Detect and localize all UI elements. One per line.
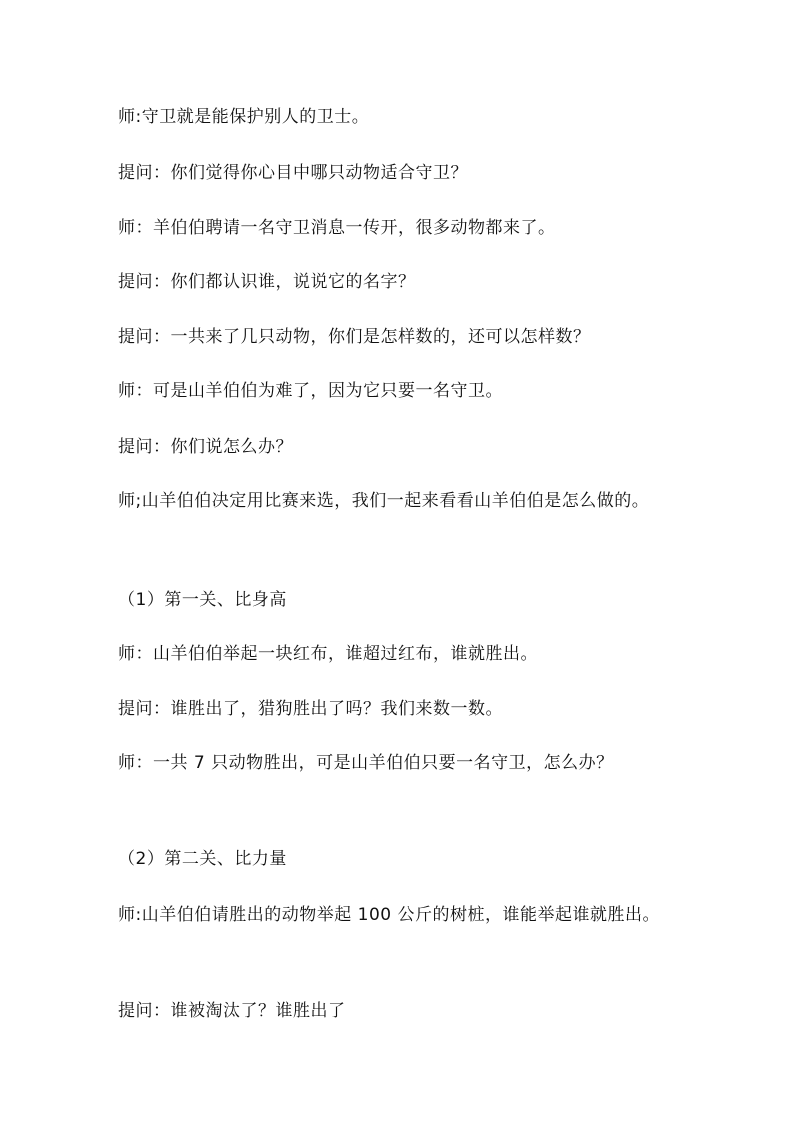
section-heading-2: （2）第二关、比力量	[118, 849, 287, 869]
paragraph-13: 提问：谁被淘汰了？谁胜出了	[118, 1001, 346, 1021]
section-heading-1: （1）第一关、比身高	[118, 590, 287, 610]
paragraph-3: 师：羊伯伯聘请一名守卫消息一传开，很多动物都来了。	[118, 218, 556, 238]
paragraph-7: 提问：你们说怎么办？	[118, 437, 293, 457]
paragraph-10: 提问：谁胜出了，猎狗胜出了吗？我们来数一数。	[118, 699, 503, 719]
paragraph-2: 提问：你们觉得你心目中哪只动物适合守卫？	[118, 163, 468, 183]
paragraph-8: 师;山羊伯伯决定用比赛来选，我们一起来看看山羊伯伯是怎么做的。	[118, 491, 650, 511]
paragraph-6: 师：可是山羊伯伯为难了，因为它只要一名守卫。	[118, 381, 503, 401]
paragraph-9: 师：山羊伯伯举起一块红布，谁超过红布，谁就胜出。	[118, 644, 538, 664]
paragraph-11: 师：一共 7 只动物胜出，可是山羊伯伯只要一名守卫，怎么办？	[118, 753, 614, 773]
paragraph-5: 提问：一共来了几只动物，你们是怎样数的，还可以怎样数？	[118, 327, 591, 347]
paragraph-12: 师:山羊伯伯请胜出的动物举起 100 公斤的树桩，谁能举起谁就胜出。	[118, 905, 660, 925]
paragraph-4: 提问：你们都认识谁，说说它的名字？	[118, 272, 416, 292]
paragraph-1: 师:守卫就是能保护别人的卫士。	[118, 107, 370, 127]
